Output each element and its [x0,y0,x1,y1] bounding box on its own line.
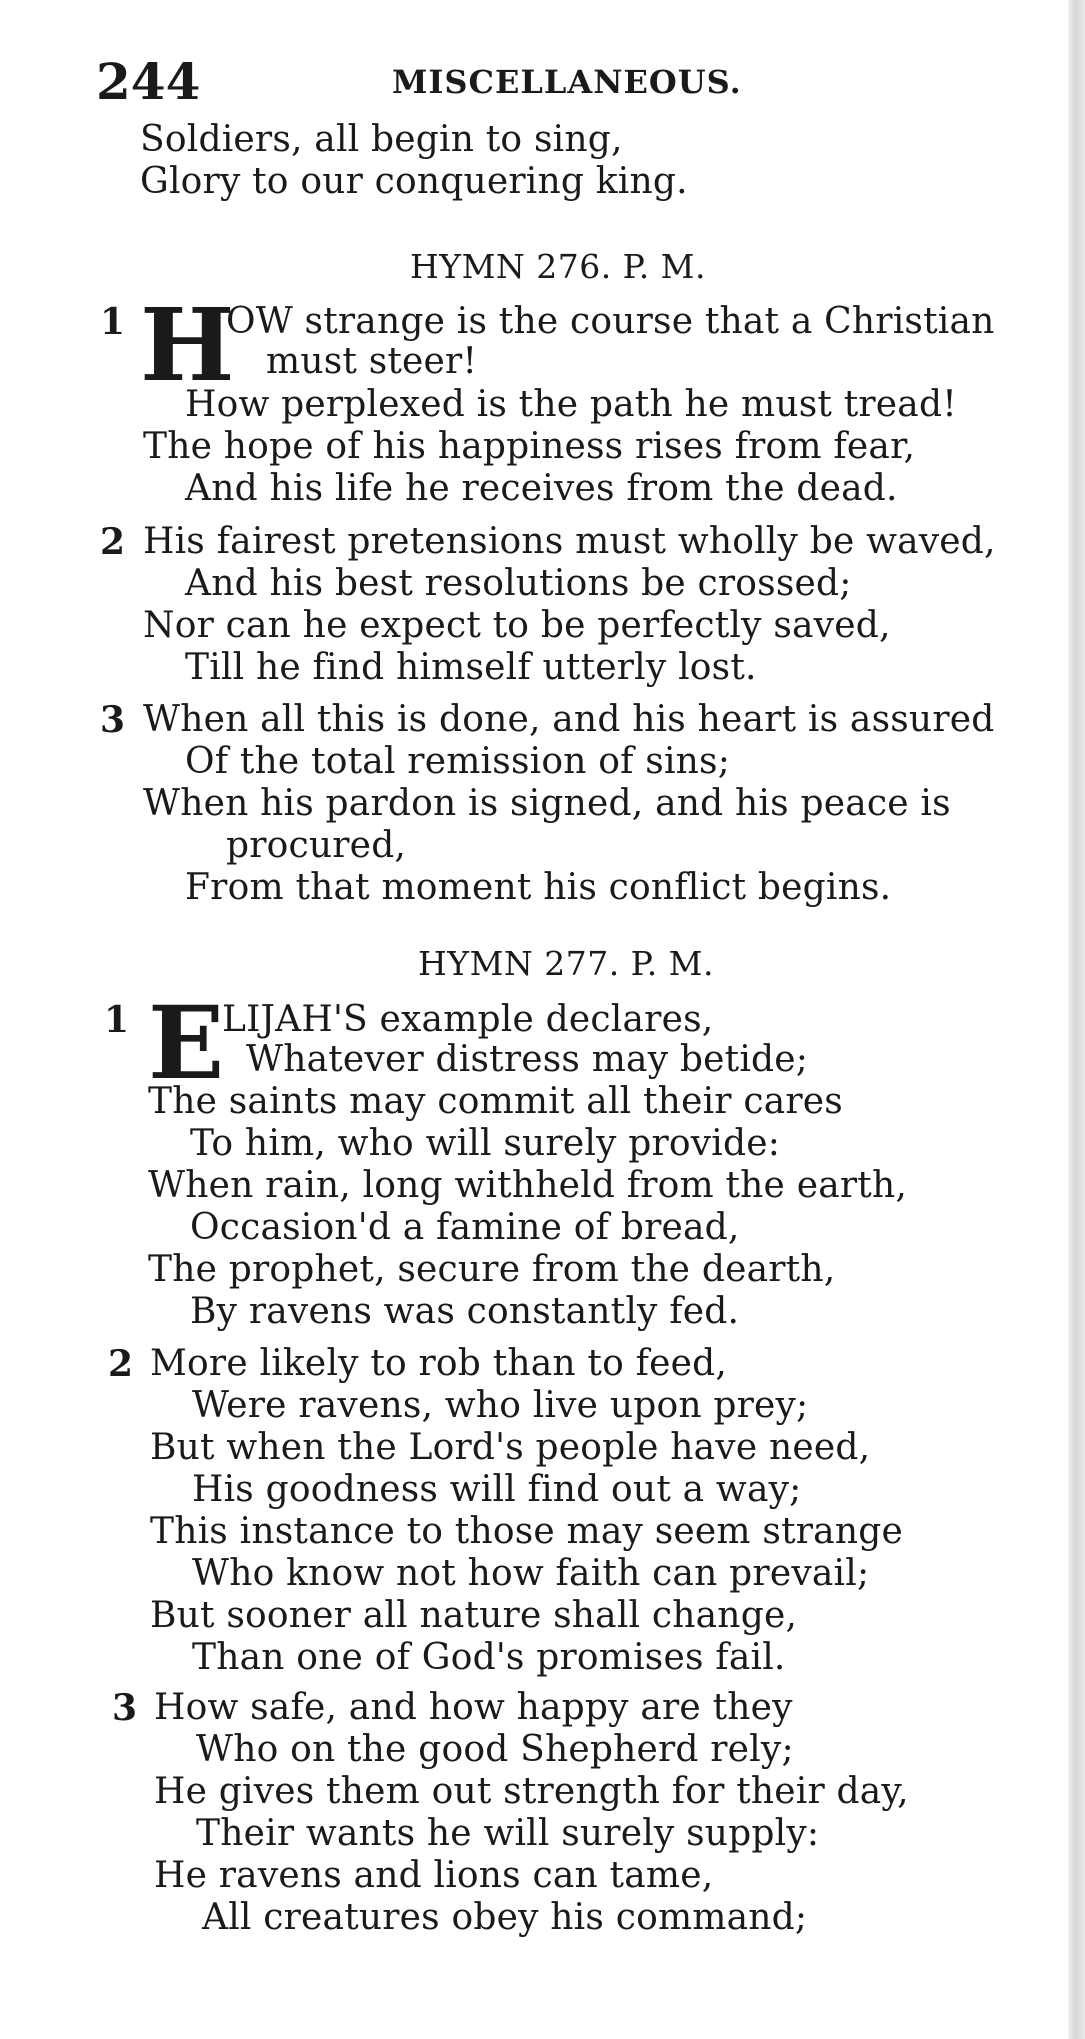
verse-number: 2 [108,1343,134,1385]
verse-number: 1 [100,301,126,343]
page-edge-shadow [1068,0,1085,2039]
verse-line: Till he find himself utterly lost. [185,647,757,688]
verse-line: must steer! [266,341,478,382]
verse-line: Whatever distress may betide; [246,1039,809,1080]
carryover-line: Soldiers, all begin to sing, [140,119,623,160]
verse-line: And his life he receives from the dead. [185,468,898,509]
running-header-title: MISCELLANEOUS. [392,63,742,101]
verse-line: The prophet, secure from the dearth, [148,1249,836,1290]
verse-line: LIJAH'S example declares, [222,999,714,1040]
hymn-276-title: HYMN 276. P. M. [410,247,706,286]
verse-line: His goodness will find out a way; [192,1469,802,1510]
verse-line: Than one of God's promises fail. [192,1637,786,1678]
page-number: 244 [96,52,201,111]
verse-number: 3 [100,699,126,741]
verse-line: Of the total remission of sins; [185,741,731,782]
verse-line: procured, [226,825,407,866]
verse-line: His fairest pretensions must wholly be waved, [143,521,996,562]
verse-line: He gives them out strength for their day, [154,1771,909,1812]
verse-line: When rain, long withheld from the earth, [148,1165,907,1206]
verse-line: The saints may commit all their cares [148,1081,843,1122]
drop-cap: E [148,984,225,1102]
verse-line: But sooner all nature shall change, [150,1595,798,1636]
verse-line: When his pardon is signed, and his peace is [143,783,951,824]
verse-line: And his best resolutions be crossed; [185,563,852,604]
verse-line: Their wants he will surely supply: [196,1813,820,1854]
verse-line: OW strange is the course that a Christian [226,301,995,342]
verse-line: More likely to rob than to feed, [150,1343,728,1384]
verse-line: To him, who will surely provide: [190,1123,781,1164]
verse-line: All creatures obey his command; [202,1897,808,1938]
verse-line: Occasion'd a famine of bread, [190,1207,740,1248]
verse-line: But when the Lord's people have need, [150,1427,871,1468]
verse-line: From that moment his conflict begins. [185,867,892,908]
verse-line: How perplexed is the path he must tread! [185,384,957,425]
verse-line: He ravens and lions can tame, [154,1855,714,1896]
verse-line: By ravens was constantly fed. [190,1291,740,1332]
verse-line: How safe, and how happy are they [154,1687,793,1728]
verse-line: Who on the good Shepherd rely; [196,1729,794,1770]
drop-cap: H [140,286,235,404]
carryover-line: Glory to our conquering king. [140,161,688,202]
verse-number: 2 [100,521,126,563]
verse-line: Who know not how faith can prevail; [192,1553,870,1594]
verse-line: When all this is done, and his heart is assured [143,699,995,740]
verse-line: Nor can he expect to be perfectly saved, [143,605,891,646]
verse-line: Were ravens, who live upon prey; [192,1385,809,1426]
hymn-277-title: HYMN 277. P. M. [418,944,714,983]
verse-number: 1 [104,999,130,1041]
verse-line: The hope of his happiness rises from fear, [143,426,916,467]
verse-line: This instance to those may seem strange [150,1511,903,1552]
verse-number: 3 [112,1687,138,1729]
